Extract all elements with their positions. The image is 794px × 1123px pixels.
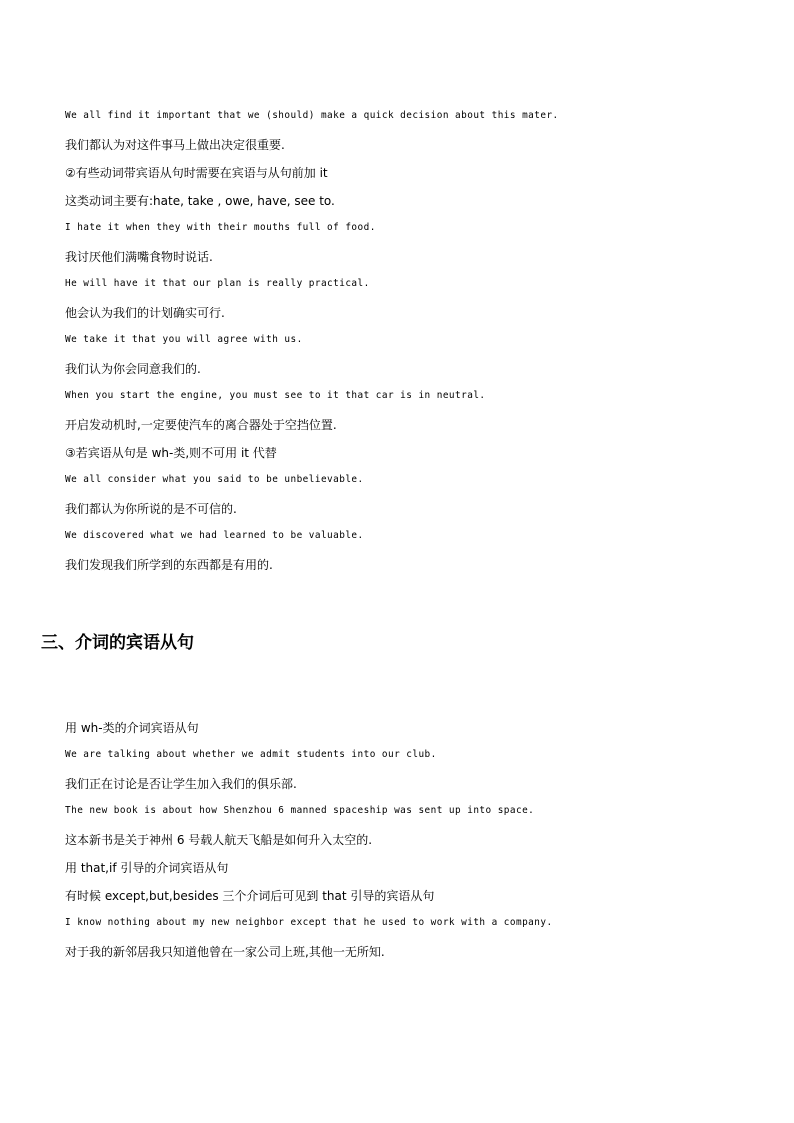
rule-text: ②有些动词带宾语从句时需要在宾语与从句前加 it — [65, 166, 328, 180]
translation-text: 我们发现我们所学到的东西都是有用的. — [65, 558, 273, 572]
translation-text: 我们都认为对这件事马上做出决定很重要. — [65, 138, 285, 152]
example-sentence: We discovered what we had learned to be valuable. — [65, 530, 364, 541]
section-heading: 三、介词的宾语从句 — [41, 633, 194, 653]
translation-text: 对于我的新邻居我只知道他曾在一家公司上班,其他一无所知. — [65, 945, 385, 959]
example-sentence: He will have it that our plan is really practical. — [65, 278, 370, 289]
rule-text: 这类动词主要有:hate, take , owe, have, see to. — [65, 194, 335, 208]
example-sentence: When you start the engine, you must see to it that car is in neutral. — [65, 390, 486, 401]
translation-text: 他会认为我们的计划确实可行. — [65, 306, 225, 320]
translation-text: 这本新书是关于神州 6 号载人航天飞船是如何升入太空的. — [65, 833, 373, 847]
example-sentence: The new book is about how Shenzhou 6 manned spaceship was sent up into space. — [65, 805, 535, 816]
rule-text: 用 that,if 引导的介词宾语从句 — [65, 861, 229, 875]
example-sentence: We are talking about whether we admit students into our club. — [65, 749, 437, 760]
example-sentence: I hate it when they with their mouths full of food. — [65, 222, 376, 233]
example-sentence: We all find it important that we (should) make a quick decision about this mater. — [65, 110, 559, 121]
translation-text: 我们都认为你所说的是不可信的. — [65, 502, 237, 516]
rule-text: 用 wh-类的介词宾语从句 — [65, 721, 199, 735]
rule-text: 有时候 except,but,besides 三个介词后可见到 that 引导的宾语从句 — [65, 889, 435, 903]
translation-text: 我们正在讨论是否让学生加入我们的俱乐部. — [65, 777, 297, 791]
example-sentence: We take it that you will agree with us. — [65, 334, 303, 345]
example-sentence: I know nothing about my new neighbor except that he used to work with a company. — [65, 917, 553, 928]
rule-text: ③若宾语从句是 wh-类,则不可用 it 代替 — [65, 446, 277, 460]
translation-text: 开启发动机时,一定要使汽车的离合器处于空挡位置. — [65, 418, 337, 432]
translation-text: 我们认为你会同意我们的. — [65, 362, 201, 376]
translation-text: 我讨厌他们满嘴食物时说话. — [65, 250, 213, 264]
example-sentence: We all consider what you said to be unbelievable. — [65, 474, 364, 485]
